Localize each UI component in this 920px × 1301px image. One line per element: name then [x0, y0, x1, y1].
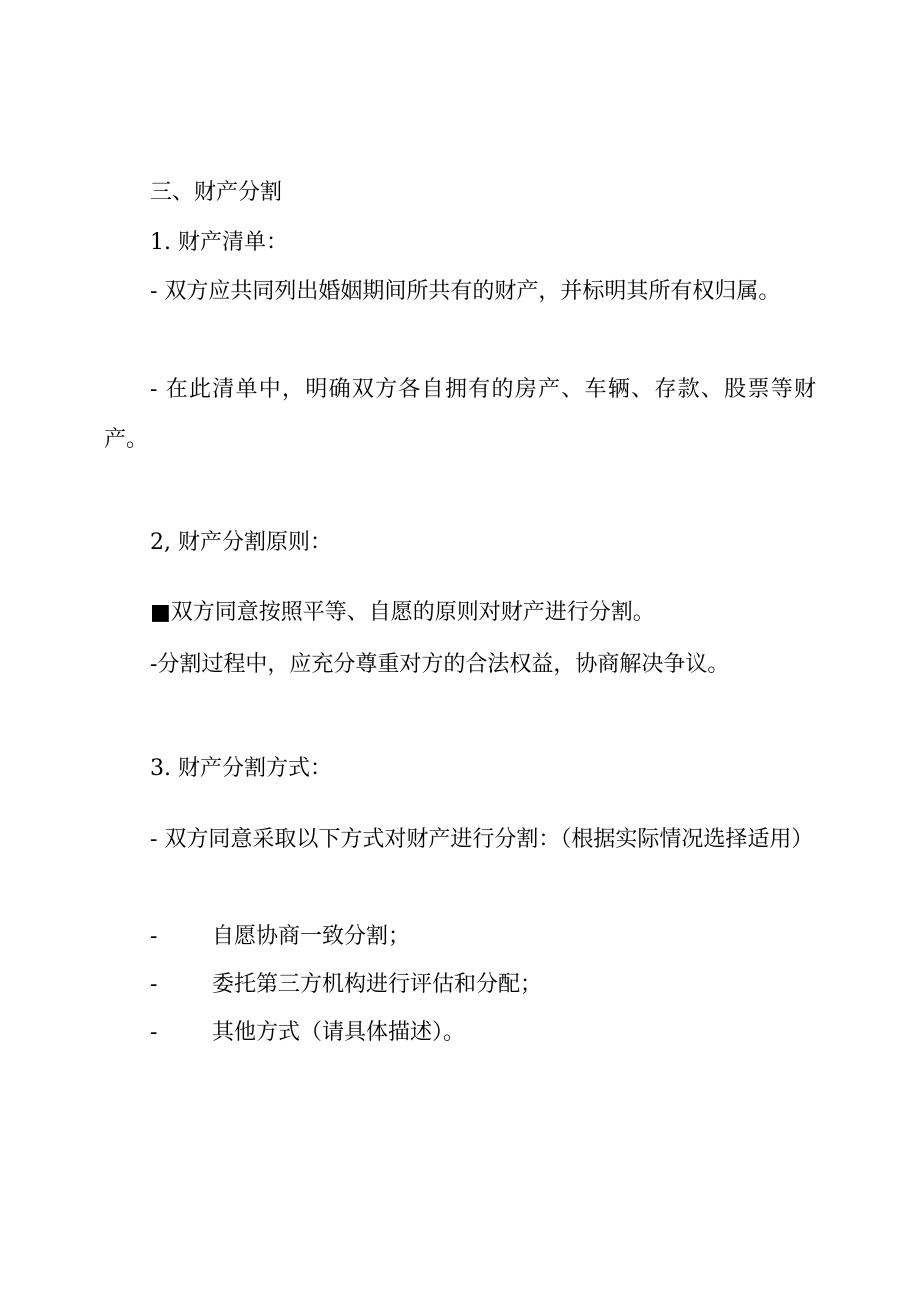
- option-text: 其他方式（请具体描述）。: [212, 1020, 466, 1045]
- section-title: 三、财产分割: [150, 180, 283, 205]
- option-dash: -: [150, 924, 158, 949]
- option-item: [150, 1019, 465, 1047]
- paragraph-methods-intro: - 双方同意采取以下方式对财产进行分割：（根据实际情况选择适用）: [150, 827, 814, 852]
- heading-property-list: 1. 财产清单：: [150, 230, 288, 255]
- option-text: 自愿协商一致分割；: [212, 924, 411, 949]
- option-item: [150, 923, 410, 951]
- paragraph-property-list-1: - 双方应共同列出婚姻期间所共有的财产，并标明其所有权归属。: [150, 279, 781, 304]
- option-text: 委托第三方机构进行评估和分配；: [212, 972, 543, 997]
- option-dash: -: [150, 1020, 158, 1045]
- option-dash: -: [150, 972, 158, 997]
- paragraph-property-list-2: - 在此清单中，明确双方各自拥有的房产、车辆、存款、股票等财产。: [104, 377, 816, 452]
- heading-division-principles: 2, 财产分割原则：: [150, 530, 332, 555]
- paragraph-principles-2: -分割过程中，应充分尊重对方的合法权益，协商解决争议。: [150, 652, 730, 677]
- paragraph-principles-1: ■双方同意按照平等、自愿的原则对财产进行分割。: [150, 600, 655, 625]
- option-item: [150, 971, 542, 999]
- heading-division-methods: 3. 财产分割方式：: [150, 756, 332, 781]
